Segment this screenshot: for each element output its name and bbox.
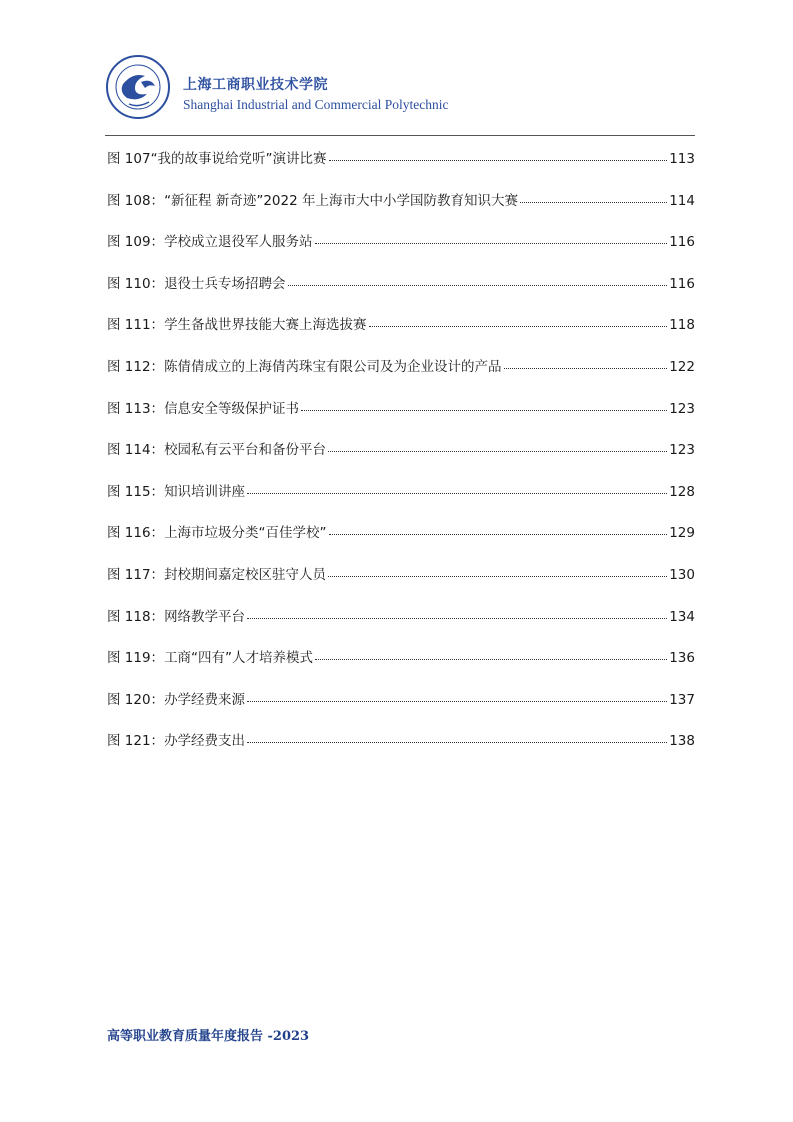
- school-name-cn: 上海工商职业技术学院: [183, 77, 328, 93]
- page-number: 137: [669, 691, 695, 708]
- figure-number: 图 113：: [107, 400, 165, 417]
- page-number: 122: [669, 358, 695, 375]
- toc-entry[interactable]: [107, 607, 695, 649]
- toc-entry[interactable]: [107, 731, 695, 773]
- figure-title: 校园私有云平台和备份平台: [164, 442, 327, 459]
- figure-title: 办学经费来源: [164, 691, 246, 708]
- figure-list: [107, 149, 695, 773]
- figure-title: 知识培训讲座: [164, 483, 246, 500]
- toc-entry[interactable]: [107, 399, 695, 441]
- page-number: 130: [669, 566, 695, 583]
- figure-title: “新征程 新奇迹”2022 年上海市大中小学国防教育知识大赛: [164, 192, 518, 209]
- figure-number: 图 116：: [107, 525, 165, 542]
- figure-number: 图 120：: [107, 691, 165, 708]
- figure-title: 上海市垃圾分类“百佳学校”: [164, 525, 327, 542]
- page-number: 116: [669, 234, 695, 251]
- page-number: 123: [669, 442, 695, 459]
- figure-title: 学生备战世界技能大赛上海选拔赛: [164, 317, 367, 334]
- toc-entry[interactable]: [107, 191, 695, 233]
- figure-number: 图 111：: [107, 317, 165, 334]
- figure-title: 陈倩倩成立的上海倩芮珠宝有限公司及为企业设计的产品: [164, 358, 502, 375]
- dot-leader: [247, 700, 667, 702]
- figure-number: 图 108：: [107, 192, 165, 209]
- dot-leader: [247, 741, 667, 743]
- footer-title: 高等职业教育质量年度报告 -2023: [107, 1029, 310, 1044]
- figure-number: 图 109：: [107, 234, 165, 251]
- dot-leader: [328, 450, 667, 452]
- page-number: 118: [669, 317, 695, 334]
- toc-entry[interactable]: [107, 565, 695, 607]
- school-emblem-icon: [105, 54, 171, 120]
- dot-leader: [504, 367, 668, 369]
- dot-leader: [520, 201, 667, 203]
- toc-entry[interactable]: [107, 357, 695, 399]
- page-number: 129: [669, 525, 695, 542]
- figure-title: 工商“四有”人才培养模式: [164, 650, 314, 667]
- figure-title: 封校期间嘉定校区驻守人员: [164, 566, 327, 583]
- toc-entry[interactable]: [107, 149, 695, 191]
- toc-entry[interactable]: [107, 232, 695, 274]
- figure-title: 退役士兵专场招聘会: [164, 275, 286, 292]
- dot-leader: [301, 409, 667, 411]
- figure-title: “我的故事说给党听”演讲比赛: [150, 151, 327, 167]
- page-number: 113: [669, 151, 695, 167]
- dot-leader: [247, 492, 667, 494]
- dot-leader: [315, 658, 667, 660]
- figure-number: 图 114：: [107, 442, 165, 459]
- figure-title: 学校成立退役军人服务站: [164, 234, 313, 251]
- page-number: 136: [669, 650, 695, 667]
- dot-leader: [369, 325, 668, 327]
- figure-number: 图 115：: [107, 483, 165, 500]
- toc-entry[interactable]: [107, 690, 695, 732]
- page-number: 128: [669, 483, 695, 500]
- figure-number: 图 112：: [107, 358, 165, 375]
- dot-leader: [329, 533, 668, 535]
- page-header: [105, 54, 695, 136]
- dot-leader: [328, 575, 667, 577]
- figure-title: 网络教学平台: [164, 608, 246, 625]
- figure-number: 图 119：: [107, 650, 165, 667]
- figure-title: 信息安全等级保护证书: [164, 400, 300, 417]
- page-number: 123: [669, 400, 695, 417]
- page-number: 116: [669, 275, 695, 292]
- dot-leader: [288, 284, 668, 286]
- page-number: 114: [669, 192, 695, 209]
- figure-number: 图 118：: [107, 608, 165, 625]
- page-number: 138: [669, 733, 695, 750]
- toc-entry[interactable]: [107, 440, 695, 482]
- toc-entry[interactable]: [107, 648, 695, 690]
- figure-number: 图 110：: [107, 275, 165, 292]
- header-divider: [105, 135, 695, 136]
- toc-entry[interactable]: [107, 274, 695, 316]
- dot-leader: [247, 617, 667, 619]
- dot-leader: [329, 159, 668, 161]
- page-number: 134: [669, 608, 695, 625]
- toc-entry[interactable]: [107, 315, 695, 357]
- dot-leader: [315, 242, 668, 244]
- figure-number: 图 117：: [107, 566, 165, 583]
- figure-number: 图 121：: [107, 733, 165, 750]
- toc-entry[interactable]: [107, 482, 695, 524]
- figure-title: 办学经费支出: [164, 733, 246, 750]
- figure-number: 图 107: [107, 151, 151, 167]
- school-name-en: Shanghai Industrial and Commercial Polytechnic: [183, 97, 449, 112]
- toc-entry[interactable]: [107, 523, 695, 565]
